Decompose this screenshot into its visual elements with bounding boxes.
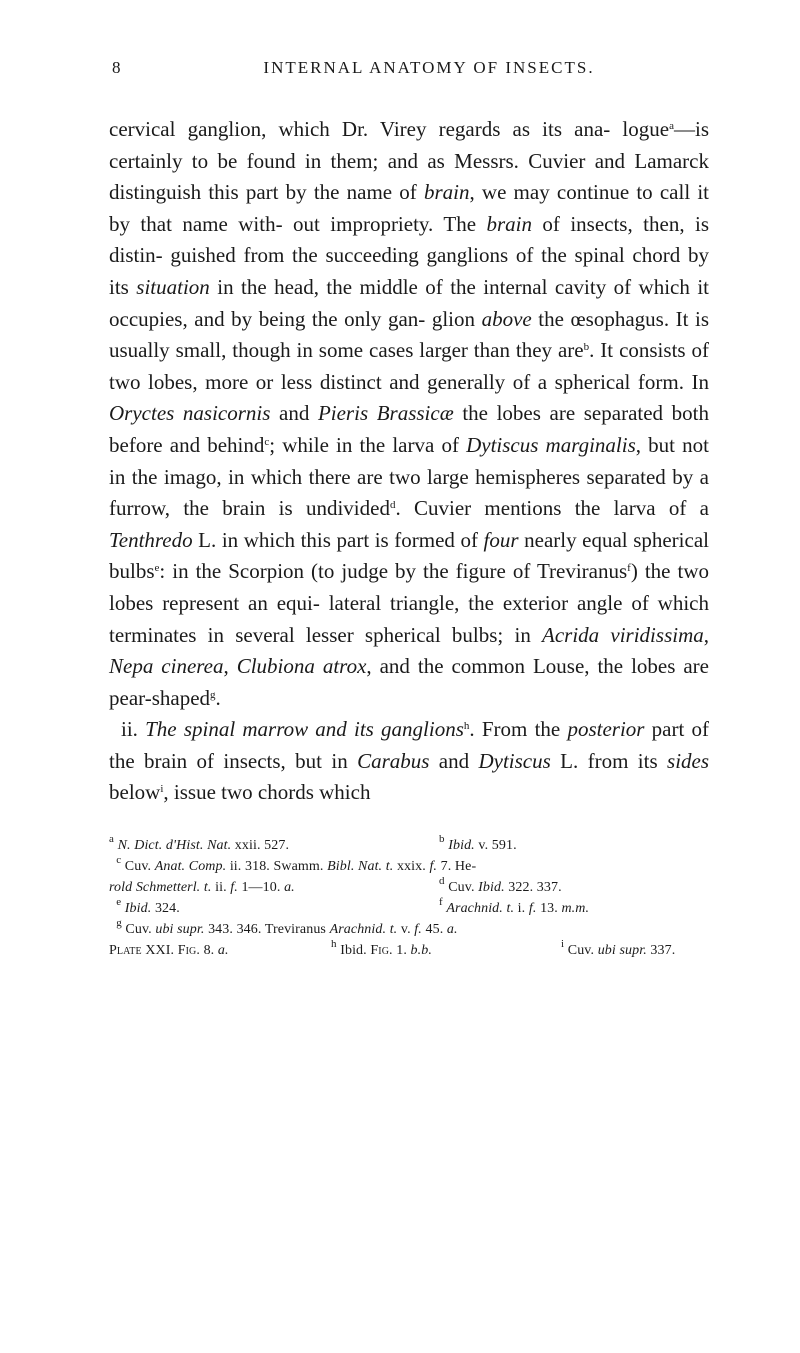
footnote-mark: e [116,896,122,909]
italic-run: posterior [567,717,645,742]
footnote-mark: f [439,896,443,909]
footnote-ref-g: g [210,688,216,701]
footnote-b [439,835,517,856]
footnote-g-continued [109,943,229,958]
footnote-ref-e: e [154,562,160,575]
footnote-c [109,856,709,877]
italic-run: brain [423,180,470,205]
text-run: 324. [151,901,180,917]
text-run: , issue two chords which [163,780,371,805]
text-run: Cuv. [564,943,598,959]
text-run: ) the two lobes represent an equi- lateral triangle, the exterior angle of which terminates in several lesser spherical bulbs; in [109,559,709,647]
italic-run: Clubiona atrox [236,654,367,679]
italic-run: Dytiscus marginalis [466,432,636,457]
italic-run: above [481,306,532,331]
text-run: cervical ganglion, which Dr. Virey regards as its ana- logue [109,117,670,141]
italic-run: Ibid. [448,838,475,854]
page-number: 8 [112,58,121,77]
text-run: ii. 318. Swamm. [226,859,328,875]
footnote-ref-b: b [583,341,590,354]
text-run: ii. [121,717,146,742]
text-run: —is certainly to be found in them; and as Messrs. Cuvier and Lamarck distinguish this part by the name of [109,117,709,205]
italic-run: a. [446,922,458,938]
text-run: ; while in the larva of [269,432,467,457]
footnote-ref-c: c [264,435,270,448]
text-run: v. 591. [474,838,517,854]
text-run: . [215,685,221,710]
italic-run: Acrida viridissima [542,622,704,647]
italic-run: a. [217,943,229,959]
text-run: XXI. [141,943,178,959]
text-run: 8. [199,943,218,959]
text-run: the œsophagus. It is usually small, though in some cases larger than they are [109,306,710,363]
footnote-d [439,877,562,898]
text-run: in the head, the middle of the internal cavity of which it occupies, and by being the only gan- glion [109,274,709,331]
paragraph-brain [109,114,709,714]
italic-run: situation [136,274,210,299]
italic-run: Arachnid. t. [329,922,398,938]
italic-run: sides [667,748,710,773]
footnote-i [561,940,675,961]
italic-run: rold Schmetterl. t. [109,880,212,896]
footnote-e [109,896,180,917]
text-run: xxii. 527. [231,838,290,854]
footnote-ref-h: h [463,720,470,733]
footnote-mark: b [439,833,445,846]
footnote-g [109,919,709,940]
text-run: . It consists of two lobes, more or less distinct and generally of a spherical form. In [109,338,709,394]
text-run: L. from its [550,748,668,773]
text-run: , [703,622,709,647]
body-text [109,114,709,809]
section-heading-italic: The spinal marrow and its ganglions [145,717,464,742]
text-run: : in the Scorpion (to judge by the figure of Treviranus [159,559,628,584]
italic-run: f. [414,922,422,938]
italic-run: f. [528,901,537,917]
italic-run: Bibl. Nat. t. [327,859,394,875]
running-head: INTERNAL ANATOMY OF INSECTS. [263,58,595,77]
footnote-mark: c [116,854,122,867]
text-run: 343. 346. Treviranus [204,922,330,938]
text-run: v. [397,922,415,938]
footnote-f [439,898,589,919]
footnote-ref-f: f [627,562,631,575]
footnotes [109,835,709,961]
text-run: , we may continue to call it by that name with- out impropriety. The [109,180,709,236]
italic-run: f. [429,859,438,875]
footnote-row [109,940,709,961]
text-run: 1. [392,943,411,959]
text-run: Cuv. [121,859,155,875]
italic-run: f. [230,880,238,896]
text-run: L. in which this part is formed of [192,527,484,552]
footnote-row [109,898,709,919]
footnote-ref-i: i [160,783,164,796]
text-run: 1—10. [237,880,285,896]
footnote-row [109,877,709,898]
text-run: below [109,780,161,805]
footnote-mark: h [331,938,337,951]
document-page [109,58,709,961]
italic-run: b.b. [410,943,432,959]
footnote-mark: i [561,938,565,951]
text-run: and [429,748,479,773]
italic-run: four [483,527,519,552]
text-run: of insects, then, is distin- guished from the succeeding ganglions of the spinal chord by its [109,211,710,299]
small-caps-run: Fig. [370,943,393,959]
text-run: , but not in the imago, in which there are two large hemispheres separated by a furrow, the brain is undivided [109,432,709,521]
text-run: i. [514,901,529,917]
footnote-mark: a [109,833,114,846]
text-run: , and the common Louse, the lobes are pear-shaped [109,654,709,710]
small-caps-run: Plate [109,943,142,959]
italic-run: Oryctes nasicornis [109,401,271,426]
text-run: part of the brain of insects, but in [109,717,709,773]
text-run: 7. He- [437,859,477,875]
text-run: xxix. [393,859,430,875]
footnote-row [109,835,709,856]
italic-run: a. [284,880,295,896]
footnote-c-continued [109,880,295,895]
text-run: 13. [536,901,562,917]
text-run: nearly equal spherical bulbs [109,527,709,584]
text-run: Cuv. [121,922,156,938]
italic-run: N. Dict. d'Hist. Nat. [117,838,232,854]
text-run: . Cuvier mentions the larva of a [395,496,709,521]
italic-run: Dytiscus [478,748,551,773]
text-run: 337. [646,943,676,959]
italic-run: Anat. Comp. [154,859,227,875]
footnote-ref-d: d [389,499,396,512]
text-run: Ibid. [336,943,371,959]
text-run: and [270,401,318,426]
italic-run: Ibid. [124,901,152,917]
italic-run: Nepa cinerea [109,654,224,679]
text-run: . From the [469,717,568,742]
italic-run: Carabus [357,748,430,773]
italic-run: Ibid. [478,880,505,896]
text-run: 45. [421,922,447,938]
italic-run: ubi supr. [597,943,647,959]
page-header [109,58,709,88]
italic-run: ubi supr. [155,922,205,938]
text-run: Cuv. [444,880,479,896]
text-run: ii. [211,880,231,896]
text-run: 322. 337. [504,880,562,896]
text-run: , [223,654,237,679]
italic-run: Arachnid. t. [446,901,515,917]
italic-run: Tenthredo [109,527,193,552]
italic-run: m.m. [561,901,590,917]
footnote-mark: d [439,875,445,888]
footnote-ref-a: a [669,120,674,132]
paragraph-spinal-marrow [109,714,709,809]
italic-run: Pieris Brassicæ [317,401,454,426]
footnote-h [331,940,432,961]
footnote-mark: g [116,917,122,930]
text-run: the lobes are separated both before and behind [109,401,709,457]
small-caps-run: Fig. [177,943,200,959]
footnote-a [109,833,290,854]
italic-run: brain [486,211,532,236]
